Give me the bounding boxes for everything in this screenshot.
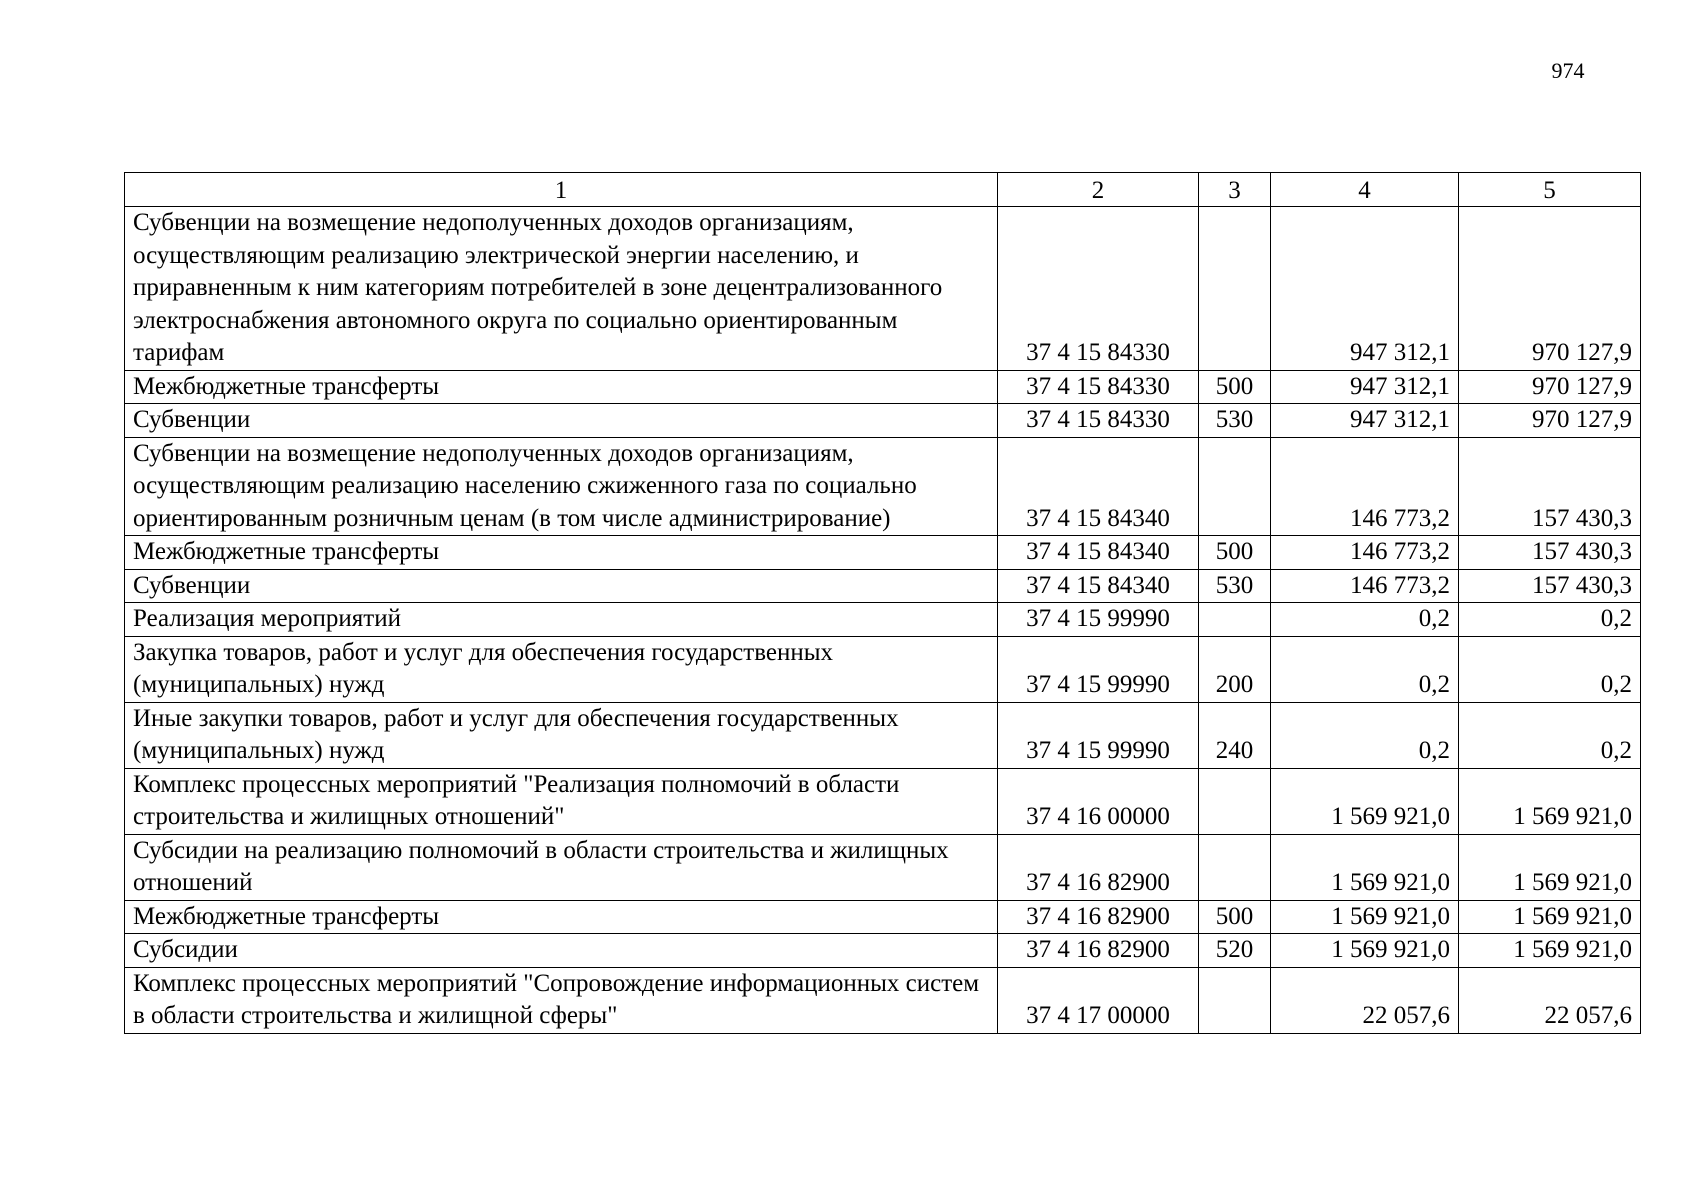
cell-expense-type: 530	[1199, 569, 1271, 603]
table-row	[125, 967, 1641, 1033]
cell-amount-col5: 1 569 921,0	[1459, 900, 1641, 934]
cell-amount-col4: 146 773,2	[1271, 437, 1459, 536]
cell-expense-type: 500	[1199, 900, 1271, 934]
cell-amount-col5: 0,2	[1459, 702, 1641, 768]
cell-code: 37 4 15 84340	[998, 536, 1199, 570]
table-row	[125, 934, 1641, 968]
budget-table	[124, 172, 1641, 1034]
cell-code: 37 4 15 99990	[998, 636, 1199, 702]
cell-code: 37 4 15 99990	[998, 603, 1199, 637]
table-row	[125, 370, 1641, 404]
cell-amount-col4: 146 773,2	[1271, 536, 1459, 570]
cell-amount-col5: 157 430,3	[1459, 437, 1641, 536]
cell-code: 37 4 17 00000	[998, 967, 1199, 1033]
table-row	[125, 603, 1641, 637]
cell-expense-type	[1199, 834, 1271, 900]
cell-expense-type	[1199, 437, 1271, 536]
cell-expense-type	[1199, 207, 1271, 371]
column-header-3: 3	[1199, 173, 1271, 207]
table-row	[125, 536, 1641, 570]
table-row	[125, 404, 1641, 438]
table-row	[125, 768, 1641, 834]
cell-amount-col5: 0,2	[1459, 603, 1641, 637]
cell-name: Субвенции на возмещение недополученных доходов организациям, осуществляющим реализацию электрической энергии населению, и приравненным к ним категориям потребителей в зоне децентрализованного электроснабжения автономного округа по социально ориентированным тарифам	[125, 207, 998, 371]
cell-amount-col5: 970 127,9	[1459, 370, 1641, 404]
cell-amount-col5: 1 569 921,0	[1459, 934, 1641, 968]
table-row	[125, 636, 1641, 702]
cell-name: Субвенции	[125, 404, 998, 438]
table-row	[125, 437, 1641, 536]
cell-amount-col5: 157 430,3	[1459, 569, 1641, 603]
table-row	[125, 702, 1641, 768]
cell-expense-type: 500	[1199, 370, 1271, 404]
cell-name: Реализация мероприятий	[125, 603, 998, 637]
cell-amount-col5: 22 057,6	[1459, 967, 1641, 1033]
cell-amount-col4: 1 569 921,0	[1271, 834, 1459, 900]
cell-expense-type	[1199, 603, 1271, 637]
cell-name: Межбюджетные трансферты	[125, 536, 998, 570]
cell-amount-col4: 146 773,2	[1271, 569, 1459, 603]
column-header-1: 1	[125, 173, 998, 207]
cell-amount-col4: 0,2	[1271, 603, 1459, 637]
cell-expense-type: 500	[1199, 536, 1271, 570]
cell-amount-col4: 947 312,1	[1271, 404, 1459, 438]
cell-amount-col4: 0,2	[1271, 702, 1459, 768]
cell-amount-col4: 1 569 921,0	[1271, 768, 1459, 834]
cell-name: Субсидии на реализацию полномочий в области строительства и жилищных отношений	[125, 834, 998, 900]
cell-name: Субвенции на возмещение недополученных доходов организациям, осуществляющим реализацию населению сжиженного газа по социально ориентированным розничным ценам (в том числе администрирование)	[125, 437, 998, 536]
cell-expense-type	[1199, 967, 1271, 1033]
cell-name: Межбюджетные трансферты	[125, 370, 998, 404]
cell-code: 37 4 15 84330	[998, 370, 1199, 404]
table-body	[125, 207, 1641, 1034]
table-header-row	[125, 173, 1641, 207]
cell-expense-type	[1199, 768, 1271, 834]
cell-name: Закупка товаров, работ и услуг для обеспечения государственных (муниципальных) нужд	[125, 636, 998, 702]
table-row	[125, 834, 1641, 900]
cell-expense-type: 240	[1199, 702, 1271, 768]
cell-expense-type: 520	[1199, 934, 1271, 968]
column-header-2: 2	[998, 173, 1199, 207]
cell-amount-col5: 157 430,3	[1459, 536, 1641, 570]
cell-amount-col5: 1 569 921,0	[1459, 834, 1641, 900]
page-number: 974	[1551, 58, 1585, 83]
cell-code: 37 4 15 84330	[998, 207, 1199, 371]
cell-name: Субвенции	[125, 569, 998, 603]
cell-amount-col4: 947 312,1	[1271, 370, 1459, 404]
table-row	[125, 569, 1641, 603]
cell-code: 37 4 16 00000	[998, 768, 1199, 834]
cell-expense-type: 530	[1199, 404, 1271, 438]
cell-amount-col4: 1 569 921,0	[1271, 934, 1459, 968]
cell-amount-col5: 970 127,9	[1459, 207, 1641, 371]
cell-amount-col5: 970 127,9	[1459, 404, 1641, 438]
table-row	[125, 207, 1641, 371]
cell-amount-col4: 0,2	[1271, 636, 1459, 702]
cell-code: 37 4 15 84340	[998, 569, 1199, 603]
cell-amount-col5: 0,2	[1459, 636, 1641, 702]
cell-amount-col4: 947 312,1	[1271, 207, 1459, 371]
cell-amount-col5: 1 569 921,0	[1459, 768, 1641, 834]
cell-expense-type: 200	[1199, 636, 1271, 702]
cell-code: 37 4 15 84330	[998, 404, 1199, 438]
cell-name: Комплекс процессных мероприятий "Сопровождение информационных систем в области строительства и жилищной сферы"	[125, 967, 998, 1033]
table-row	[125, 900, 1641, 934]
cell-code: 37 4 15 99990	[998, 702, 1199, 768]
column-header-4: 4	[1271, 173, 1459, 207]
cell-name: Субсидии	[125, 934, 998, 968]
cell-code: 37 4 16 82900	[998, 834, 1199, 900]
cell-amount-col4: 1 569 921,0	[1271, 900, 1459, 934]
cell-name: Межбюджетные трансферты	[125, 900, 998, 934]
cell-code: 37 4 16 82900	[998, 900, 1199, 934]
cell-amount-col4: 22 057,6	[1271, 967, 1459, 1033]
cell-name: Комплекс процессных мероприятий "Реализация полномочий в области строительства и жилищных отношений"	[125, 768, 998, 834]
column-header-5: 5	[1459, 173, 1641, 207]
cell-name: Иные закупки товаров, работ и услуг для обеспечения государственных (муниципальных) нужд	[125, 702, 998, 768]
cell-code: 37 4 15 84340	[998, 437, 1199, 536]
cell-code: 37 4 16 82900	[998, 934, 1199, 968]
